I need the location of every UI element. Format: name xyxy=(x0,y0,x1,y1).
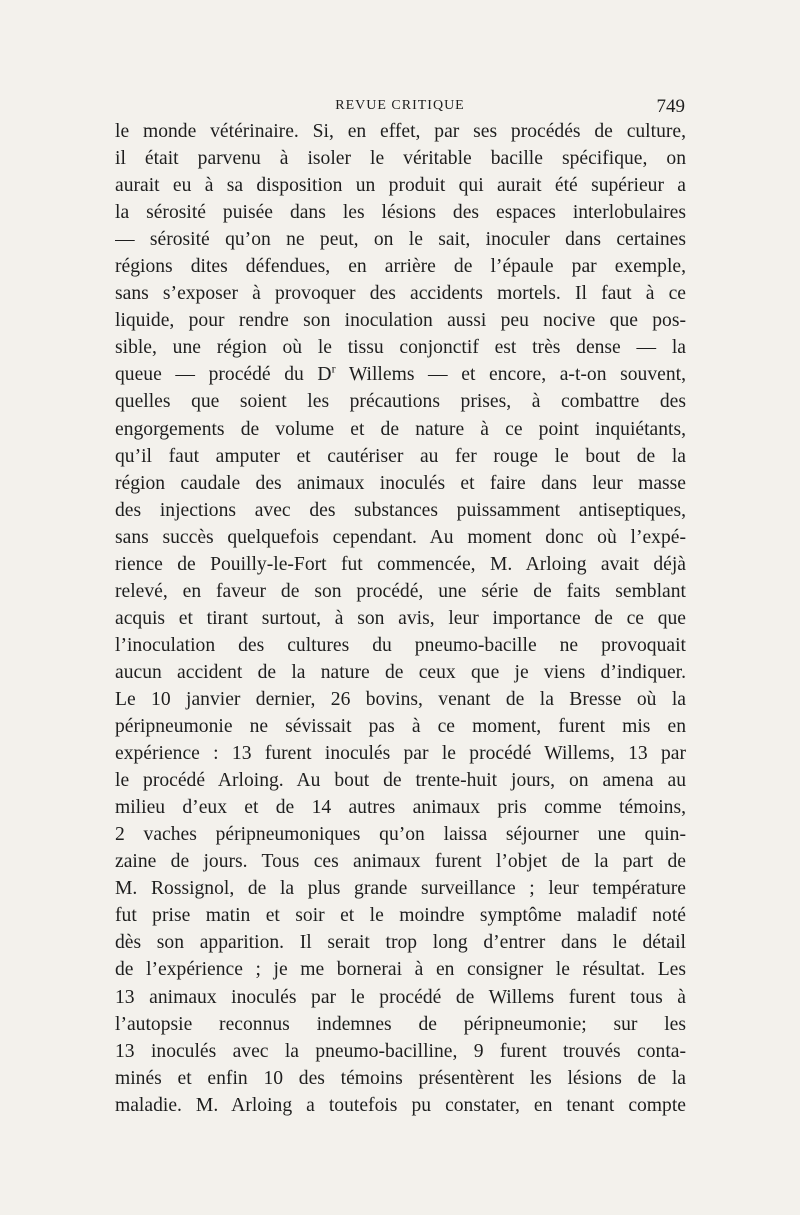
text-line: le monde vétérinaire. Si, en effet, par ses procédés de culture, xyxy=(115,121,686,142)
text-line: région caudale des animaux inoculés et faire dans leur masse xyxy=(115,472,686,494)
running-title: REVUE CRITIQUE xyxy=(335,98,465,113)
text-line: la sérosité puisée dans les lésions des espaces interlobulaires xyxy=(115,202,686,224)
text-line: fut prise matin et soir et le moindre symptôme maladif noté xyxy=(115,905,686,927)
text-line: péripneumonie ne sévissait pas à ce moment, furent mis en xyxy=(115,716,686,738)
text-line: dès son apparition. Il serait trop long d’entrer dans le détail xyxy=(115,932,686,954)
text-line: quelles que soient les précautions prises, à combattre des xyxy=(115,391,686,413)
text-line: expérience : 13 furent inoculés par le procédé Willems, 13 par xyxy=(115,743,686,765)
text-line: le procédé Arloing. Au bout de trente-huit jours, on amena au xyxy=(115,770,686,792)
text-line: de l’expérience ; je me bornerai à en consigner le résultat. Les xyxy=(115,959,686,981)
text-line: sans succès quelquefois cependant. Au moment donc où l’expé- xyxy=(115,526,686,548)
body-text xyxy=(115,118,686,1119)
text-fragment: queue — procédé du D xyxy=(115,364,332,386)
text-line: aurait eu à sa disposition un produit qui aurait été supérieur a xyxy=(115,175,686,197)
text-line: l’autopsie reconnus indemnes de péripneumonie; sur les xyxy=(115,1013,686,1035)
text-line: minés et enfin 10 des témoins présentèrent les lésions de la xyxy=(115,1067,686,1089)
text-line: 13 inoculés avec la pneumo-bacilline, 9 furent trouvés conta- xyxy=(115,1040,686,1062)
text-line: régions dites défendues, en arrière de l’épaule par exemple, xyxy=(115,256,686,278)
text-line: relevé, en faveur de son procédé, une série de faits semblant xyxy=(115,580,686,602)
text-line: des injections avec des substances puissamment antiseptiques, xyxy=(115,499,686,521)
text-line: acquis et tirant surtout, à son avis, leur importance de ce que xyxy=(115,607,686,629)
text-line: milieu d’eux et de 14 autres animaux pris comme témoins, xyxy=(115,797,686,819)
text-line: engorgements de volume et de nature à ce point inquiétants, xyxy=(115,418,686,440)
text-line: sible, une région où le tissu conjonctif est très dense — la xyxy=(115,337,686,359)
text-line: zaine de jours. Tous ces animaux furent l’objet de la part de xyxy=(115,851,686,873)
text-line: liquide, pour rendre son inoculation aussi peu nocive que pos- xyxy=(115,310,686,332)
text-line: qu’il faut amputer et cautériser au fer rouge le bout de la xyxy=(115,445,686,467)
text-line: 2 vaches péripneumoniques qu’on laissa séjourner une quin- xyxy=(115,824,686,846)
page-number: 749 xyxy=(656,96,685,117)
text-line: 13 animaux inoculés par le procédé de Willems furent tous à xyxy=(115,986,686,1008)
text-line xyxy=(115,361,686,388)
text-line: l’inoculation des cultures du pneumo-bacille ne provoquait xyxy=(115,634,686,656)
text-line: sans s’exposer à provoquer des accidents mortels. Il faut à ce xyxy=(115,283,686,305)
text-line: Le 10 janvier dernier, 26 bovins, venant de la Bresse où la xyxy=(115,688,686,710)
text-line: maladie. M. Arloing a toutefois pu constater, en tenant compte xyxy=(115,1094,686,1116)
text-line: rience de Pouilly-le-Fort fut commencée, M. Arloing avait déjà xyxy=(115,553,686,575)
running-head xyxy=(115,96,685,118)
text-fragment: Willems — et encore, a-t-on souvent, xyxy=(335,364,686,386)
text-line: — sérosité qu’on ne peut, on le sait, inoculer dans certaines xyxy=(115,229,686,251)
text-line: M. Rossignol, de la plus grande surveillance ; leur température xyxy=(115,878,686,900)
text-line: il était parvenu à isoler le véritable bacille spécifique, on xyxy=(115,148,686,170)
superscript: r xyxy=(331,361,336,376)
text-line: aucun accident de la nature de ceux que je viens d’indiquer. xyxy=(115,661,686,683)
